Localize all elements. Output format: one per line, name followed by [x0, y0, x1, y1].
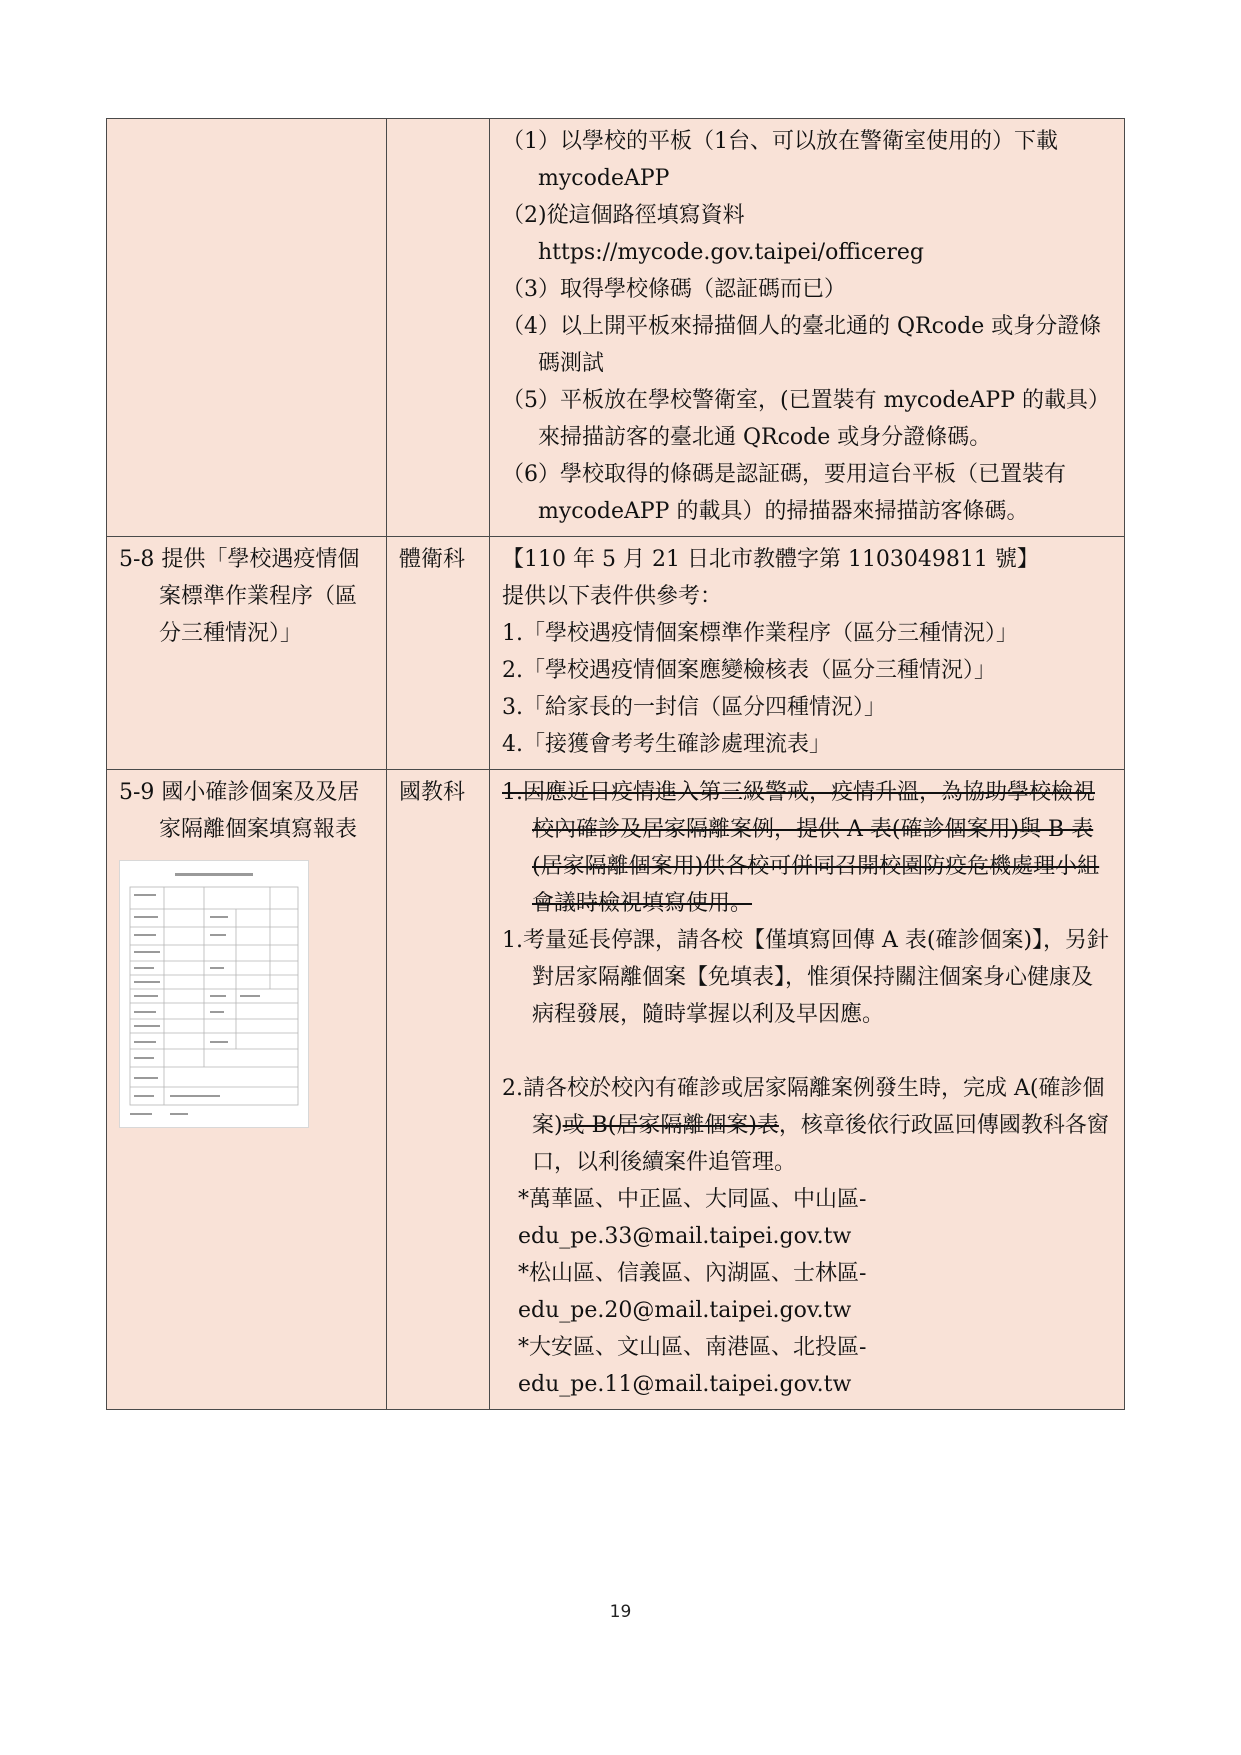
contact-region: *松山區、信義區、內湖區、士林區-: [518, 1261, 867, 1286]
list-item: 1.「學校遇疫情個案標準作業程序（區分三種情況）」: [502, 621, 1018, 646]
item-cell: [107, 119, 387, 537]
unit-cell: 體衛科: [387, 537, 490, 770]
contact-region: *萬華區、中正區、大同區、中山區-: [518, 1187, 867, 1212]
list-item: 2.「學校遇疫情個案應變檢核表（區分三種情況）」: [502, 658, 996, 683]
list-item: （3）取得學校條碼（認証碼而已）: [502, 277, 846, 302]
list-item: 4.「接獲會考考生確診處理流表」: [502, 732, 831, 757]
report-form-thumbnail: [119, 860, 309, 1128]
list-item: （5）平板放在學校警衛室，(已置裝有 mycodeAPP 的載具）來掃描訪客的臺北通 QRcode 或身分證條碼。: [502, 388, 1111, 450]
intro-text: 提供以下表件供參考：: [502, 584, 723, 609]
contact-email: edu_pe.11@mail.taipei.gov.tw: [518, 1372, 852, 1397]
page-number: 19: [609, 1602, 632, 1622]
list-item: （6）學校取得的條碼是認証碼，要用這台平板（已置裝有 mycodeAPP 的載具）的掃描器來掃描訪客條碼。: [502, 462, 1066, 524]
contact-region: *大安區、文山區、南港區、北投區-: [518, 1335, 867, 1360]
item-cell: [107, 770, 387, 1410]
list-item: （4）以上開平板來掃描個人的臺北通的 QRcode 或身分證條碼測試: [502, 314, 1102, 376]
item-cell: [107, 537, 387, 770]
paragraph-1: 1.考量延長停課，請各校【僅填寫回傳 A 表(確診個案)】，另針對居家隔離個案【免填表】，惟須保持關注個案身心健康及病程發展，隨時掌握以利及早因應。: [502, 928, 1110, 1027]
paragraph-2-deleted: 或 B(居家隔離個案)表: [562, 1113, 779, 1138]
deleted-paragraph: 1.因應近日疫情進入第三級警戒，疫情升溫，為協助學校檢視校內確診及居家隔離案例，提供 A 表(確診個案用)與 B 表(居家隔離個案用)供各校可併同召開校園防疫危機處理小組會議時檢視填寫使用。: [502, 780, 1100, 916]
document-reference: 【110 年 5 月 21 日北市教體字第 1103049811 號】: [502, 547, 1039, 572]
list-item: （1）以學校的平板（1台、可以放在警衛室使用的）下載 mycodeAPP: [502, 129, 1058, 191]
table-row: [107, 770, 1125, 1410]
list-item: （2)從這個路徑填寫資料 https://mycode.gov.taipei/officereg: [502, 203, 924, 265]
contact-email: edu_pe.20@mail.taipei.gov.tw: [518, 1298, 852, 1323]
paragraph-2-text-a: 2.請各校於校內有確診或居家隔離案例發生時，完成 A(確診個案): [502, 1076, 1105, 1138]
contact-email: edu_pe.33@mail.taipei.gov.tw: [518, 1224, 852, 1249]
unit-cell: 國教科: [387, 770, 490, 1410]
table-row: [107, 119, 1125, 537]
unit-cell: [387, 119, 490, 537]
paragraph-2-text-b: ，核章後依行政區回傳國教科各窗口，以利後續案件追管理。: [532, 1113, 1109, 1175]
list-item: 3.「給家長的一封信（區分四種情況）」: [502, 695, 886, 720]
item-title: 5-8 提供「學校遇疫情個案標準作業程序（區分三種情況）」: [119, 547, 360, 646]
item-title: 5-9 國小確診個案及及居家隔離個案填寫報表: [119, 780, 360, 842]
paragraph-2: [502, 1070, 1114, 1181]
content-cell: [490, 770, 1125, 1410]
content-cell: [490, 537, 1125, 770]
document-table: [106, 118, 1125, 1410]
spacer: [502, 1033, 1114, 1070]
table-row: [107, 537, 1125, 770]
content-cell: [490, 119, 1125, 537]
